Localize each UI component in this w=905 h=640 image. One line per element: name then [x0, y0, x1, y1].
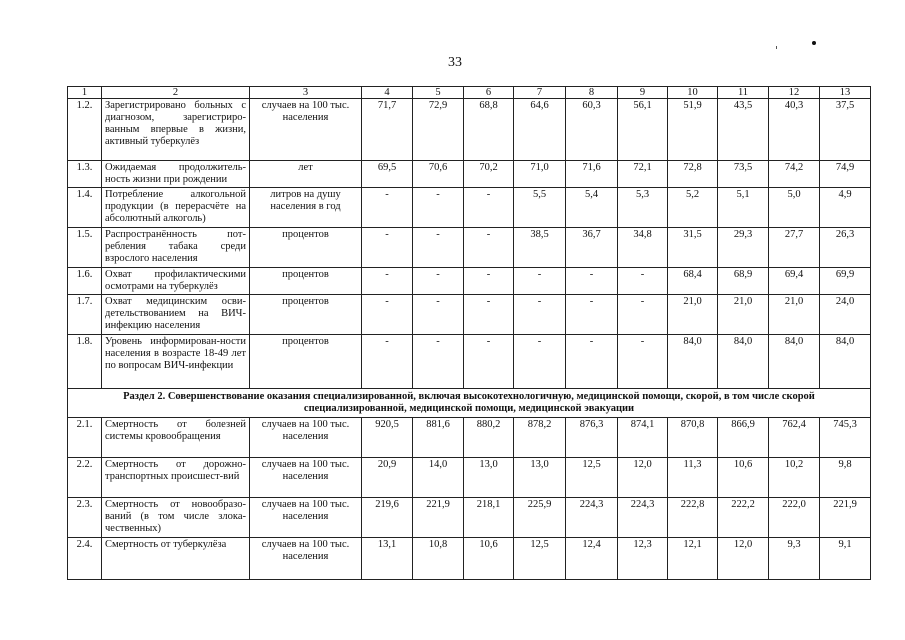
indicator-value: - — [514, 295, 566, 335]
indicator-value: 10,6 — [464, 538, 514, 580]
indicator-value: 21,0 — [769, 295, 820, 335]
indicator-value: - — [566, 335, 618, 389]
indicator-value: 12,5 — [514, 538, 566, 580]
indicator-value: - — [413, 295, 464, 335]
indicator-name: Смертность от болезней системы кровообращения — [102, 418, 250, 458]
section-row — [68, 389, 871, 418]
indicator-value: 64,6 — [514, 99, 566, 161]
column-number-header: 7 — [514, 87, 566, 99]
indicator-value: - — [362, 295, 413, 335]
indicator-value: 13,0 — [514, 458, 566, 498]
indicator-value: 5,1 — [718, 188, 769, 228]
table-body — [68, 87, 871, 580]
unit-of-measure: случаев на 100 тыс. населения — [250, 99, 362, 161]
indicator-value: - — [464, 335, 514, 389]
column-number-header: 13 — [820, 87, 871, 99]
indicator-value: 5,2 — [668, 188, 718, 228]
indicator-value: - — [362, 335, 413, 389]
indicator-value: - — [566, 295, 618, 335]
indicator-value: 5,5 — [514, 188, 566, 228]
indicator-value: 68,9 — [718, 268, 769, 295]
indicator-value: 84,0 — [769, 335, 820, 389]
indicator-value: - — [464, 188, 514, 228]
table-row — [68, 538, 871, 580]
table-row — [68, 188, 871, 228]
indicator-value: 38,5 — [514, 228, 566, 268]
indicator-value: 56,1 — [618, 99, 668, 161]
indicator-name: Смертность от новообразо-ваний (в том числе злока-чественных) — [102, 498, 250, 538]
row-code: 1.3. — [68, 161, 102, 188]
unit-of-measure: случаев на 100 тыс. населения — [250, 458, 362, 498]
indicator-value: 12,1 — [668, 538, 718, 580]
table-row — [68, 268, 871, 295]
indicator-value: 221,9 — [413, 498, 464, 538]
indicator-value: 72,8 — [668, 161, 718, 188]
row-code: 2.2. — [68, 458, 102, 498]
indicator-value: - — [362, 188, 413, 228]
indicator-name: Уровень информирован-ности населения в возрасте 18-49 лет по вопросам ВИЧ-инфекции — [102, 335, 250, 389]
indicator-value: 10,2 — [769, 458, 820, 498]
indicator-value: 34,8 — [618, 228, 668, 268]
indicator-value: 71,7 — [362, 99, 413, 161]
indicator-value: 9,1 — [820, 538, 871, 580]
indicator-value: 74,2 — [769, 161, 820, 188]
table-row — [68, 418, 871, 458]
indicator-value: 51,9 — [668, 99, 718, 161]
indicator-value: 20,9 — [362, 458, 413, 498]
indicator-value: 762,4 — [769, 418, 820, 458]
column-number-header: 2 — [102, 87, 250, 99]
indicator-value: 224,3 — [618, 498, 668, 538]
indicator-value: - — [362, 268, 413, 295]
unit-of-measure: случаев на 100 тыс. населения — [250, 418, 362, 458]
indicator-value: 219,6 — [362, 498, 413, 538]
indicator-value: 222,0 — [769, 498, 820, 538]
section-2-title: Раздел 2. Совершенствование оказания специализированной, включая высокотехнологичную, медицинской помощи, скорой, в том числе скорой специализированной, медицинской помощи, медицинской эвакуации — [68, 389, 871, 418]
indicator-value: 12,5 — [566, 458, 618, 498]
indicator-value: 73,5 — [718, 161, 769, 188]
indicator-value: 13,1 — [362, 538, 413, 580]
indicator-value: 72,9 — [413, 99, 464, 161]
indicator-value: 222,8 — [668, 498, 718, 538]
indicator-value: - — [618, 335, 668, 389]
row-code: 1.4. — [68, 188, 102, 228]
indicator-value: 10,6 — [718, 458, 769, 498]
indicator-value: - — [514, 335, 566, 389]
unit-of-measure: процентов — [250, 335, 362, 389]
indicator-value: 14,0 — [413, 458, 464, 498]
indicator-value: 874,1 — [618, 418, 668, 458]
indicator-value: 68,4 — [668, 268, 718, 295]
indicator-value: - — [464, 268, 514, 295]
indicator-name: Охват медицинским осви-детельствованием на ВИЧ-инфекцию населения — [102, 295, 250, 335]
indicator-value: 27,7 — [769, 228, 820, 268]
indicator-value: 72,1 — [618, 161, 668, 188]
indicator-value: 26,3 — [820, 228, 871, 268]
unit-of-measure: случаев на 100 тыс. населения — [250, 538, 362, 580]
indicator-value: 43,5 — [718, 99, 769, 161]
indicator-value: - — [514, 268, 566, 295]
indicator-value: - — [362, 228, 413, 268]
indicator-value: 12,0 — [618, 458, 668, 498]
indicator-value: 221,9 — [820, 498, 871, 538]
indicator-value: 31,5 — [668, 228, 718, 268]
table-row — [68, 161, 871, 188]
column-number-header: 3 — [250, 87, 362, 99]
row-code: 1.6. — [68, 268, 102, 295]
indicator-value: 71,0 — [514, 161, 566, 188]
unit-of-measure: процентов — [250, 268, 362, 295]
indicator-value: 878,2 — [514, 418, 566, 458]
column-number-header: 1 — [68, 87, 102, 99]
column-number-header: 5 — [413, 87, 464, 99]
indicator-value: - — [413, 335, 464, 389]
row-code: 1.5. — [68, 228, 102, 268]
column-number-header: 6 — [464, 87, 514, 99]
scan-mark — [776, 46, 777, 49]
indicator-value: 11,3 — [668, 458, 718, 498]
indicator-name: Охват профилактическими осмотрами на туберкулёз — [102, 268, 250, 295]
row-code: 1.7. — [68, 295, 102, 335]
indicator-name: Зарегистрировано больных с диагнозом, зарегистриро-ванным впервые в жизни, активный туберкулёз — [102, 99, 250, 161]
row-code: 2.1. — [68, 418, 102, 458]
indicator-value: 222,2 — [718, 498, 769, 538]
indicator-name: Смертность от дорожно-транспортных происшест-вий — [102, 458, 250, 498]
indicator-value: 920,5 — [362, 418, 413, 458]
indicator-value: 224,3 — [566, 498, 618, 538]
indicator-value: 876,3 — [566, 418, 618, 458]
indicator-value: 5,4 — [566, 188, 618, 228]
column-number-header: 4 — [362, 87, 413, 99]
indicator-value: 881,6 — [413, 418, 464, 458]
row-code: 2.3. — [68, 498, 102, 538]
indicator-value: 10,8 — [413, 538, 464, 580]
indicators-table — [67, 86, 871, 580]
indicator-value: - — [618, 268, 668, 295]
indicator-value: 74,9 — [820, 161, 871, 188]
indicator-value: 21,0 — [668, 295, 718, 335]
indicator-value: 69,9 — [820, 268, 871, 295]
unit-of-measure: случаев на 100 тыс. населения — [250, 498, 362, 538]
indicator-value: 870,8 — [668, 418, 718, 458]
indicator-value: 29,3 — [718, 228, 769, 268]
indicator-name: Распространённость пот-ребления табака среди взрослого населения — [102, 228, 250, 268]
unit-of-measure: литров на душу населения в год — [250, 188, 362, 228]
indicator-value: - — [464, 295, 514, 335]
indicator-value: 60,3 — [566, 99, 618, 161]
page-number: 33 — [448, 55, 462, 70]
column-number-header: 12 — [769, 87, 820, 99]
indicator-value: 4,9 — [820, 188, 871, 228]
unit-of-measure: процентов — [250, 228, 362, 268]
indicator-name: Смертность от туберкулёза — [102, 538, 250, 580]
indicator-value: 40,3 — [769, 99, 820, 161]
table-row — [68, 498, 871, 538]
row-code: 1.8. — [68, 335, 102, 389]
indicator-value: 9,3 — [769, 538, 820, 580]
indicator-value: - — [618, 295, 668, 335]
table-row — [68, 295, 871, 335]
column-number-row — [68, 87, 871, 99]
indicator-value: 70,6 — [413, 161, 464, 188]
column-number-header: 11 — [718, 87, 769, 99]
indicator-value: 84,0 — [718, 335, 769, 389]
indicator-name: Ожидаемая продолжитель-ность жизни при рождении — [102, 161, 250, 188]
indicator-value: 5,3 — [618, 188, 668, 228]
column-number-header: 8 — [566, 87, 618, 99]
indicator-value: 37,5 — [820, 99, 871, 161]
indicator-value: 745,3 — [820, 418, 871, 458]
indicator-value: 36,7 — [566, 228, 618, 268]
column-number-header: 9 — [618, 87, 668, 99]
indicator-value: - — [464, 228, 514, 268]
indicator-value: - — [413, 268, 464, 295]
row-code: 2.4. — [68, 538, 102, 580]
table-row — [68, 228, 871, 268]
table-row — [68, 458, 871, 498]
indicator-name: Потребление алкогольной продукции (в перерасчёте на абсолютный алкоголь) — [102, 188, 250, 228]
indicator-value: - — [566, 268, 618, 295]
indicator-value: 68,8 — [464, 99, 514, 161]
indicator-value: 12,3 — [618, 538, 668, 580]
indicator-value: 9,8 — [820, 458, 871, 498]
indicator-value: 69,4 — [769, 268, 820, 295]
indicator-value: 225,9 — [514, 498, 566, 538]
row-code: 1.2. — [68, 99, 102, 161]
indicator-value: 12,4 — [566, 538, 618, 580]
indicator-value: 866,9 — [718, 418, 769, 458]
indicator-value: 12,0 — [718, 538, 769, 580]
indicator-value: - — [413, 188, 464, 228]
indicator-value: 880,2 — [464, 418, 514, 458]
scan-dot — [812, 41, 816, 45]
indicator-value: - — [413, 228, 464, 268]
indicator-value: 70,2 — [464, 161, 514, 188]
indicator-value: 5,0 — [769, 188, 820, 228]
table-row — [68, 335, 871, 389]
indicator-value: 84,0 — [668, 335, 718, 389]
unit-of-measure: лет — [250, 161, 362, 188]
column-number-header: 10 — [668, 87, 718, 99]
table-row — [68, 99, 871, 161]
indicator-value: 84,0 — [820, 335, 871, 389]
unit-of-measure: процентов — [250, 295, 362, 335]
indicator-value: 13,0 — [464, 458, 514, 498]
indicator-value: 69,5 — [362, 161, 413, 188]
indicator-value: 218,1 — [464, 498, 514, 538]
indicator-value: 71,6 — [566, 161, 618, 188]
indicator-value: 21,0 — [718, 295, 769, 335]
indicator-value: 24,0 — [820, 295, 871, 335]
